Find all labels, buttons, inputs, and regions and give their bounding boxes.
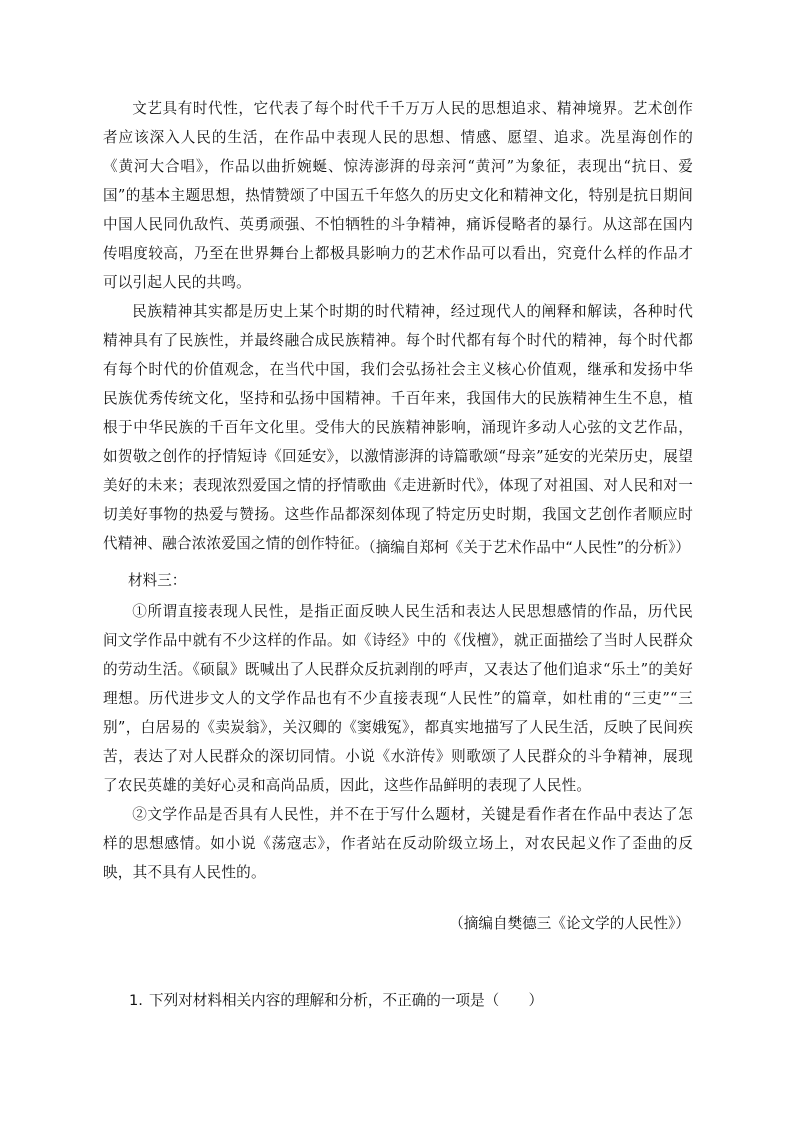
question-number: 1. (129, 992, 143, 1009)
material-three-label: 材料三： (128, 572, 187, 589)
paragraph-direct-expression: ①所谓直接表现人民性，是指正面反映人民生活和表达人民思想感情的作品，历代民间文学作品中就有不少这样的作品。如《诗经》中的《伐檀》，就正面描绘了当时人民群众的劳动生活。《硕鼠》既喊出了人民群众反抗剥削的呼声，又表达了他们追求“乐土”的美好理想。历代进步文人的文学作品也有不少直接表现“人民性”的篇章，如杜甫的“三吏”“三别”，白居易的《卖炭翁》，关汉卿的《窦娥冤》，都真实地描写了人民生活，反映了民间疾苦，表达了对人民群众的深切同情。小说《水浒传》则歌颂了人民群众的斗争精神，展现了农民英雄的美好心灵和高尚品质，因此，这些作品鲜明的表现了人民性。 (103, 603, 693, 794)
source-citation-fan: （摘编自樊德三《论文学的人民性》） (449, 915, 690, 932)
question-text: 下列对材料相关内容的理解和分析，不正确的一项是（ ） (149, 992, 544, 1009)
material-three-body (103, 597, 693, 887)
source-citation-zheng: （摘编自郑柯《关于艺术作品中“人民性”的分析》） (361, 539, 690, 556)
paragraph-national-spirit: 民族精神其实都是历史上某个时期的时代精神，经过现代人的阐释和解读，各种时代精神具有了民族性，并最终融合成民族精神。每个时代都有每个时代的精神，每个时代都有每个时代的价值观念，在当代中国，我们会弘扬社会主义核心价值观，继承和发扬中华民族优秀传统文化，坚持和弘扬中国精神。千百年来，我国伟大的民族精神生生不息，植根于中华民族的千百年文化里。受伟大的民族精神影响，涌现许多动人心弦的文艺作品，如贺敬之创作的抒情短诗《回延安》，以激情澎湃的诗篇歌颂“母亲”延安的光荣历史，展望美好的未来；表现浓烈爱国之情的抒情歌曲《走进新时代》，体现了对祖国、对人民和对一切美好事物的热爱与赞扬。这些作品都深刻体现了特定历史时期，我国文艺创作者顺应时代精神、融合浓浓爱国之情的创作特征。 (103, 303, 693, 552)
paragraph-thought-feeling: ②文学作品是否具有人民性，并不在于写什么题材，关键是看作者在作品中表达了怎样的思想感情。如小说《荡寇志》，作者站在反动阶级立场上，对农民起义作了歪曲的反映，其不具有人民性的。 (103, 806, 693, 881)
paragraph-art-era: 文艺具有时代性，它代表了每个时代千千万万人民的思想追求、精神境界。艺术创作者应该深入人民的生活，在作品中表现人民的思想、情感、愿望、追求。冼星海创作的《黄河大合唱》，作品以曲折婉蜒、惊涛澎湃的母亲河“黄河”为象征，表现出“抗日、爱国”的基本主题思想，热情赞颂了中国五千年悠久的历史文化和精神文化，特别是抗日期间中国人民同仇敌忾、英勇顽强、不怕牺牲的斗争精神，痛诉侵略者的暴行。从这部在国内传唱度较高，乃至在世界舞台上都极具影响力的艺术作品可以看出，究竟什么样的作品才可以引起人民的共鸣。 (103, 100, 693, 291)
passage-body (103, 94, 693, 558)
question-item (129, 986, 543, 1015)
